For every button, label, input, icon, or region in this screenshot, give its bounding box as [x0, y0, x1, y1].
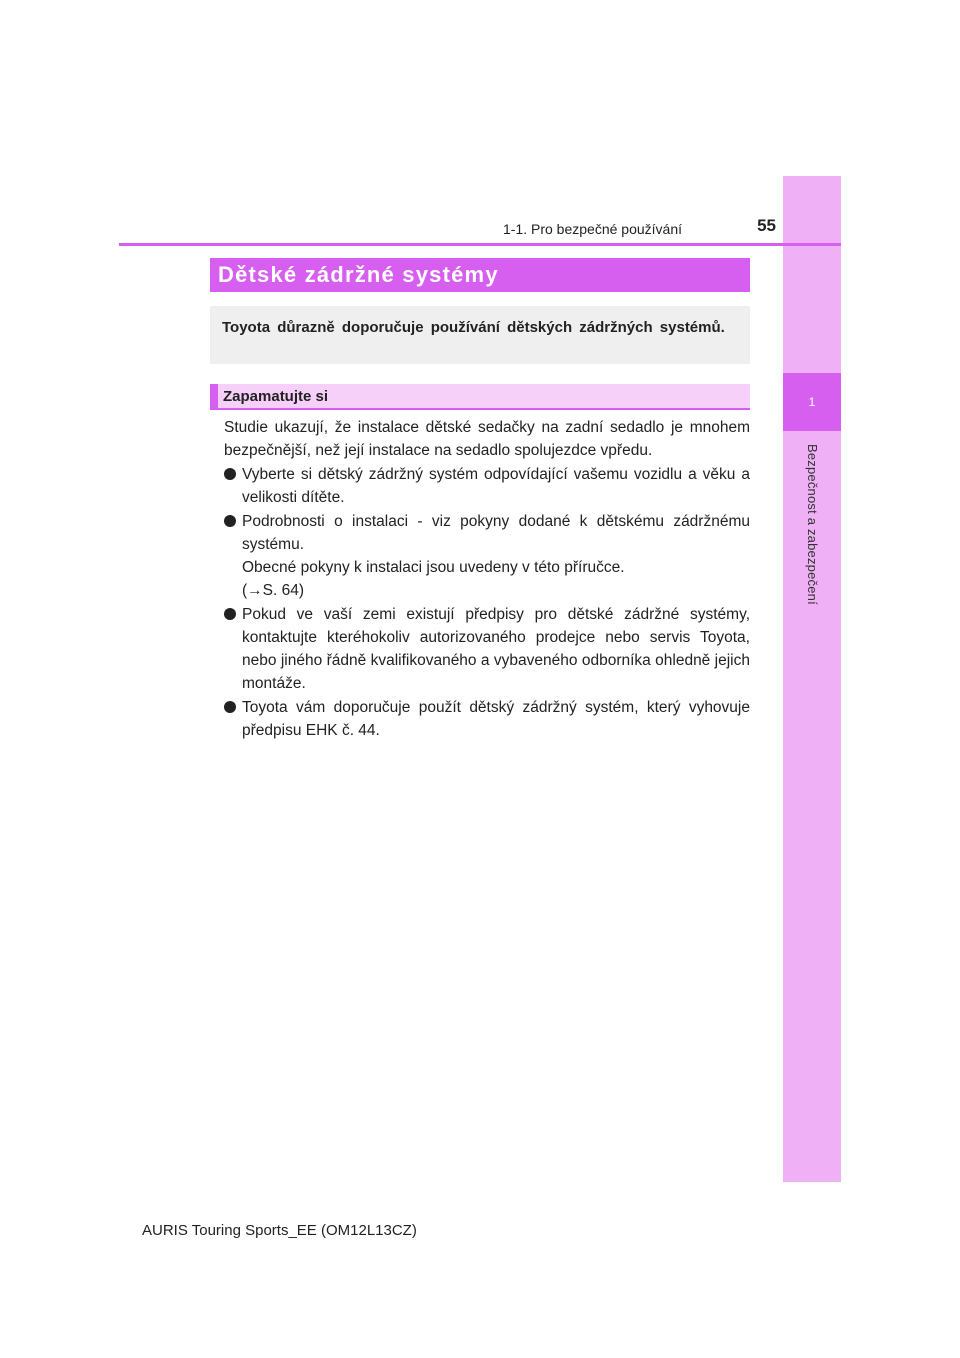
- bullet-dot-icon: [224, 515, 236, 527]
- list-item-extra: Obecné pokyny k instalaci jsou uvedeny v této příručce.: [242, 559, 625, 576]
- bullet-dot-icon: [224, 608, 236, 620]
- list-item: [224, 603, 750, 695]
- bullet-dot-icon: [224, 701, 236, 713]
- page-reference-link[interactable]: (→S. 64): [242, 582, 305, 599]
- list-item-text: Vyberte si dětský zádržný systém odpovídající vašemu vozidlu a věku a velikosti dítěte.: [242, 466, 750, 506]
- list-item-text: Pokud ve vaší zemi existují předpisy pro dětské zádržné systémy, kontaktujte kteréhokoliv autorizovaného prodejce nebo servis Toyota, nebo jiného řádně kvalifikovaného a vybaveného odborníka ohledně jejich montáže.: [242, 606, 750, 692]
- chapter-side-tab: [783, 176, 841, 1182]
- list-item-text: Podrobnosti o instalaci - viz pokyny dodané k dětskému zádržnému systému.: [242, 513, 750, 553]
- header-section-title: 1-1. Pro bezpečné používání: [502, 221, 682, 237]
- bullet-dot-icon: [224, 468, 236, 480]
- footer-model-code: AURIS Touring Sports_EE (OM12L13CZ): [142, 1222, 417, 1239]
- list-item-text: Toyota vám doporučuje použít dětský zádržný systém, který vyhovuje předpisu EHK č. 44.: [242, 699, 750, 739]
- note-heading: [210, 384, 750, 410]
- intro-text: Toyota důrazně doporučuje používání dětských zádržných systémů.: [222, 319, 725, 336]
- page-title-text: Dětské zádržné systémy: [218, 262, 499, 287]
- header-divider: [119, 243, 841, 246]
- intro-box: [210, 306, 750, 364]
- chapter-label-container: [783, 444, 841, 844]
- chapter-label: Bezpečnost a zabezpečení: [805, 444, 820, 605]
- page-number: 55: [757, 216, 776, 235]
- list-item: [224, 463, 750, 509]
- note-heading-text: Zapamatujte si: [223, 388, 329, 405]
- list-item: [224, 696, 750, 742]
- page-title: [210, 258, 750, 292]
- list-item: [224, 510, 750, 602]
- note-paragraph: Studie ukazují, že instalace dětské sedačky na zadní sedadlo je mnohem bezpečnější, než její instalace na sedadlo spolujezdce vpředu.: [224, 419, 750, 459]
- chapter-number: 1: [783, 373, 841, 431]
- note-body: [224, 416, 750, 742]
